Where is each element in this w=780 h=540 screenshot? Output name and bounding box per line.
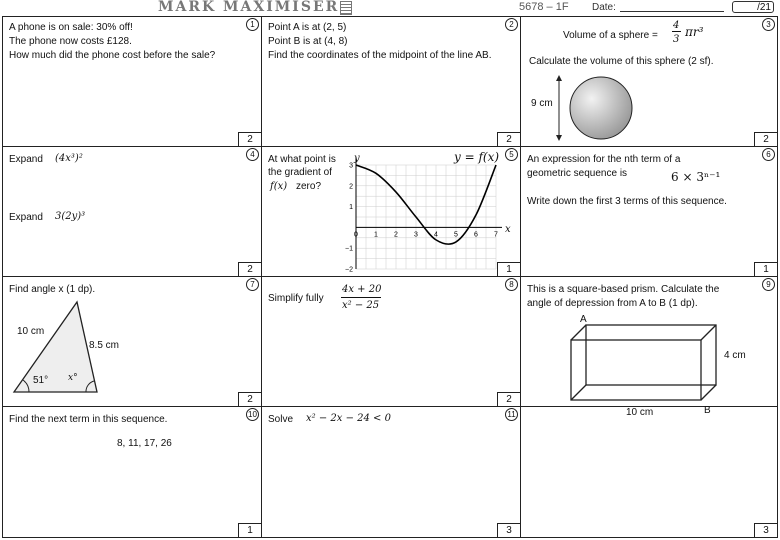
question-text: Point B is at (4, 8) [268, 36, 348, 47]
question-text: geometric sequence is [527, 168, 628, 179]
question-text: Write down the first 3 terms of this sequence. [527, 196, 727, 207]
dimension-label: 10 cm [626, 407, 654, 418]
marks-box: 1 [754, 262, 778, 277]
formula-denominator: 3 [673, 34, 680, 45]
fraction-bar [341, 297, 381, 298]
tick-label: 1 [349, 204, 353, 212]
question-text: Point A is at (2, 5) [268, 22, 347, 33]
question-number: 10 [246, 408, 259, 421]
question-text: Expand [9, 154, 43, 165]
fraction-numerator: 4x + 20 [342, 284, 382, 295]
question-text: Simplify fully [268, 293, 324, 304]
marks-box: 2 [238, 262, 262, 277]
marks-box: 3 [497, 523, 521, 538]
question-text: An expression for the nth term of a [527, 154, 681, 165]
sequence-values: 8, 11, 17, 26 [117, 438, 172, 449]
question-text: the gradient of [268, 167, 332, 178]
question-text: Find angle x (1 dp). [9, 284, 96, 295]
marks-box: 1 [238, 523, 262, 538]
math-expression: 3(2y)³ [55, 211, 86, 222]
side-label: 8.5 cm [89, 340, 120, 351]
question-text: Solve [268, 414, 294, 425]
question-number: 9 [762, 278, 775, 291]
prism-front-face [571, 340, 701, 400]
arrow-head-down [556, 135, 562, 141]
question-number: 4 [246, 148, 259, 161]
marks-box: 3 [754, 523, 778, 538]
question-10 [2, 406, 262, 538]
question-7 [2, 276, 262, 407]
tick-label: 2 [349, 183, 353, 191]
tick-label: 0 [354, 231, 358, 239]
inequality-expression: x² − 2x − 24 < 0 [306, 413, 391, 424]
math-expression: (4x³)² [55, 153, 83, 164]
vertex-label: A [580, 314, 587, 325]
question-text: Find the coordinates of the midpoint of the line AB. [268, 50, 492, 61]
question-text: angle of depression from A to B (1 dp). [527, 298, 698, 309]
radius-label: 9 cm [531, 98, 553, 109]
marks-box: 2 [497, 132, 521, 147]
question-text: Calculate the volume of this sphere (2 sf). [529, 56, 714, 67]
triangle [14, 302, 97, 392]
nth-term-expression: 6 × 3ⁿ⁻¹ [671, 170, 721, 184]
prism-edge [701, 385, 716, 400]
angle-label: 51° [33, 375, 49, 386]
angle-label: x° [68, 373, 78, 383]
x-axis-label: x [505, 224, 511, 235]
question-number: 2 [505, 18, 518, 31]
question-4 [2, 146, 262, 277]
tick-label: 6 [474, 231, 478, 239]
dimension-label: 4 cm [724, 350, 746, 361]
question-number: 1 [246, 18, 259, 31]
marks-box: 2 [238, 392, 262, 407]
paper-code: 5678 – 1F [519, 1, 569, 13]
question-number: 11 [505, 408, 518, 421]
question-number: 5 [505, 148, 518, 161]
question-text: A phone is on sale: 30% off! [9, 22, 133, 33]
fraction-denominator: x² − 25 [342, 300, 380, 311]
marks-box: 2 [238, 132, 262, 147]
fraction-bar [672, 31, 681, 32]
tick-label: 3 [349, 162, 353, 170]
calculator-icon [340, 1, 352, 15]
prism-edge [571, 385, 586, 400]
question-number: 8 [505, 278, 518, 291]
answer-space[interactable] [520, 406, 778, 538]
formula-label: Volume of a sphere = [563, 30, 658, 41]
date-label: Date: [592, 2, 616, 13]
prism-edge [701, 325, 716, 340]
question-text: The phone now costs £128. [9, 36, 132, 47]
question-5 [261, 146, 521, 277]
question-11 [261, 406, 521, 538]
question-text: zero? [296, 181, 322, 192]
tick-label: 5 [454, 231, 458, 239]
sphere-diagram [551, 73, 641, 143]
question-number: 6 [762, 148, 775, 161]
formula-numerator: 4 [673, 20, 680, 31]
question-text: Find the next term in this sequence. [9, 414, 168, 425]
vertex-label: B [704, 405, 711, 416]
arrow-head-up [556, 75, 562, 81]
question-number: 3 [762, 18, 775, 31]
prism-diagram [566, 320, 726, 405]
marks-box: 1 [497, 262, 521, 277]
side-label: 10 cm [17, 326, 45, 337]
brand-title: MARK MAXIMISER [158, 0, 340, 15]
function-graph [330, 151, 512, 275]
tick-label: 1 [374, 231, 378, 239]
question-8 [261, 276, 521, 407]
formula-expression: πr³ [685, 25, 704, 39]
question-2 [261, 16, 521, 147]
tick-label: 3 [414, 231, 418, 239]
question-6 [520, 146, 778, 277]
tick-label: 7 [494, 231, 498, 239]
question-9 [520, 276, 778, 418]
question-3 [520, 16, 778, 147]
question-1 [2, 16, 262, 147]
math-expression: f(x) [270, 181, 288, 192]
y-axis-label: y [354, 153, 360, 164]
marks-box: 2 [497, 392, 521, 407]
tick-label: −2 [345, 266, 353, 274]
worksheet-header [0, 0, 780, 16]
question-number: 7 [246, 278, 259, 291]
score-box[interactable]: /21 [732, 1, 774, 13]
date-field[interactable] [620, 11, 724, 12]
question-text: Expand [9, 212, 43, 223]
sphere [570, 77, 632, 139]
question-text: This is a square-based prism. Calculate the [527, 284, 720, 295]
question-text: How much did the phone cost before the sale? [9, 50, 216, 61]
function-label: y = f(x) [454, 150, 500, 164]
tick-label: 2 [394, 231, 398, 239]
tick-label: 4 [434, 231, 438, 239]
tick-label: −1 [345, 245, 353, 253]
marks-box: 2 [754, 132, 778, 147]
question-text: At what point is [268, 154, 336, 165]
prism-back-face [586, 325, 716, 385]
prism-edge [571, 325, 586, 340]
